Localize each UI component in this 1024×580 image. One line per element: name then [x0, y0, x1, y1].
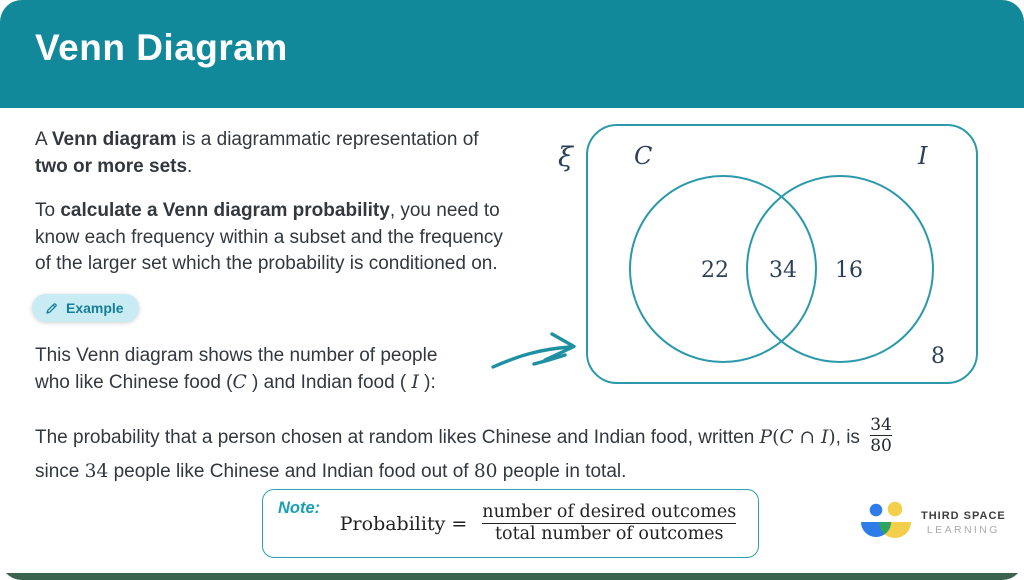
- probability-line-1: The probability that a person chosen at random likes Chinese and Indian food, written P(C ∩ I), is: [35, 426, 860, 448]
- value-left-only: 22: [701, 258, 729, 283]
- logo-text: [921, 510, 1006, 536]
- set-c-label: C: [634, 142, 653, 170]
- probability-formula: [263, 490, 758, 557]
- fraction-denominator: 80: [870, 436, 892, 457]
- formula-fraction: [482, 502, 736, 545]
- note-label: Note:: [278, 499, 321, 517]
- logo-people-icon: [856, 501, 914, 545]
- page-header: [0, 0, 1024, 108]
- value-intersection: 34: [769, 258, 797, 283]
- logo-line-1: THIRD SPACE: [921, 510, 1006, 522]
- intro-paragraph-2: To calculate a Venn diagram probability, you need to know each frequency within a subset and the frequency of the larger set which the probability is conditioned on.: [35, 200, 503, 274]
- pencil-icon: [44, 301, 59, 316]
- example-badge: [32, 294, 139, 322]
- bottom-accent-strip: [0, 573, 1024, 580]
- universal-set-label: ξ: [558, 142, 573, 173]
- intro-paragraph-1: A Venn diagram is a diagrammatic representation of two or more sets.: [35, 129, 479, 177]
- probability-fraction: [870, 415, 892, 457]
- venn-diagram: [550, 116, 990, 388]
- formula-lhs: Probability =: [339, 512, 468, 535]
- formula-denominator: total number of outcomes: [482, 523, 736, 545]
- probability-paragraph: [35, 417, 1024, 485]
- logo-line-2: LEARNING: [926, 524, 1000, 536]
- formula-numerator: number of desired outcomes: [482, 502, 737, 522]
- example-intro-paragraph: This Venn diagram shows the number of people who like Chinese food (C ) and Indian food ( I ):: [35, 345, 438, 393]
- page-title: Venn Diagram: [35, 27, 288, 68]
- value-outside: 8: [931, 344, 945, 369]
- note-box: [262, 489, 759, 558]
- probability-line-2: since 34 people like Chinese and Indian food out of 80 people in total.: [35, 460, 627, 482]
- third-space-learning-logo: [856, 501, 1006, 545]
- value-right-only: 16: [835, 258, 863, 283]
- fraction-numerator: 34: [870, 415, 892, 435]
- example-badge-label: Example: [66, 300, 124, 316]
- set-i-label: I: [918, 142, 928, 170]
